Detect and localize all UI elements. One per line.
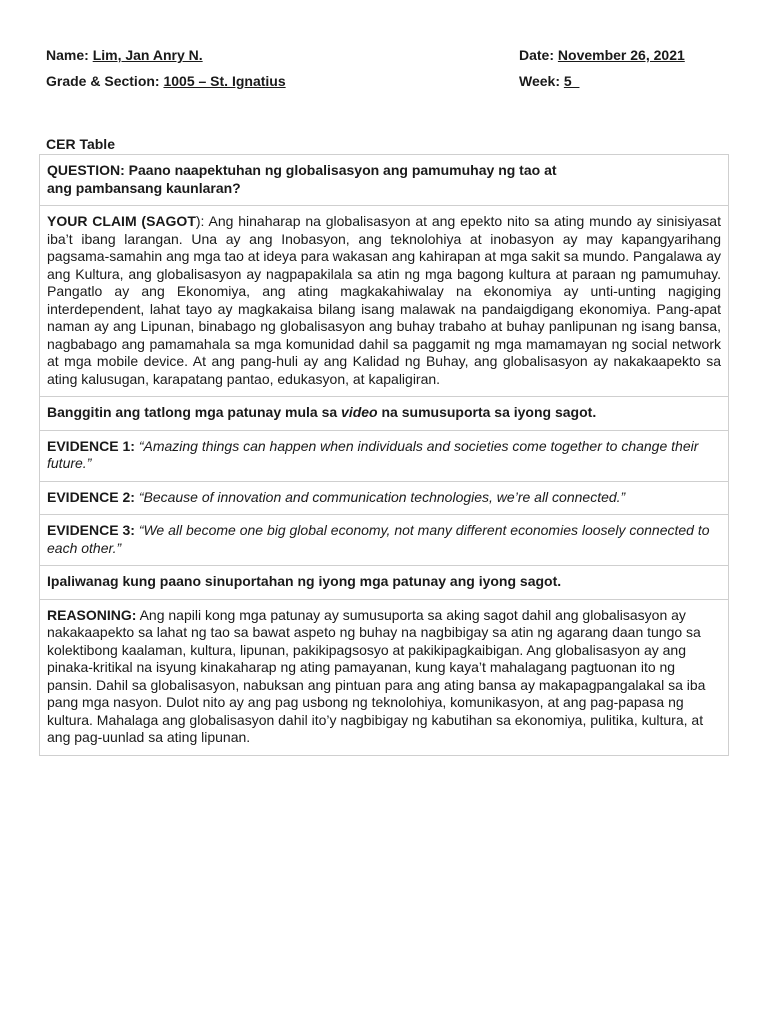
evidence-3-quote: “We all become one big global economy, not many different economies loosely connected to each other.”: [47, 522, 710, 556]
question-row: [40, 155, 729, 206]
evidence-2-quote: “Because of innovation and communication technologies, we’re all connected.”: [138, 488, 626, 505]
grade-value: 1005 – St. Ignatius: [163, 73, 286, 89]
evidence-prompt-after: na sumusuporta sa iyong sagot.: [377, 404, 597, 420]
evidence-prompt-row: [40, 397, 729, 431]
evidence-2-row: [40, 481, 729, 515]
reasoning-row: [40, 599, 729, 755]
date-label: Date:: [519, 47, 558, 63]
question-cell: [40, 155, 729, 206]
question-text-line1: Paano naapektuhan ng globalisasyon ang pamumuhay ng tao at: [124, 162, 557, 178]
grade-label: Grade & Section:: [46, 73, 164, 89]
claim-row: [40, 206, 729, 397]
claim-text: ): Ang hinaharap na globalisasyon at ang epekto nito sa ating mundo ay sinisiyasat iba’t ibang larangan. Una ay ang Inobasyon, ang teknolohiya at inobasyon ay may kapangyarihang pagsama-samahin ang mga tao at ideya para wakasan ang kahirapan at mga sakit sa mundo. Pangalawa ay ang Kultura, ang globalisasyon ay nagpapakilala sa atin ng mga bagong kultura at paraan ng pamumuhay. Pangatlo ay ang Ekonomiya, ang ating magkakahiwalay na ekonomiya ay unti-unting nagiging interdependent, lahat tayo ay magkakaisa bilang isang malawak na pandaigdigang ekonomiya. Pang-apat naman ay ang Lipunan, binabago ng globalisasyon ang buhay trabaho at buhay panlipunan ng isang bansa, nagbabago ang pamamahala sa mga komunidad dahil sa paggamit ng mga mamamayan ng social network at mga mobile device. At ang pang-huli ay ang Kalidad ng Buhay, ang globalisasyon ay nakakaapekto sa ating kalusugan, karapatang pantao, edukasyon, at kapaligiran.: [47, 213, 721, 387]
reasoning-text: Ang napili kong mga patunay ay sumusuporta sa aking sagot dahil ang globalisasyon ay nakakaapekto sa lahat ng tao sa bawat aspeto ng buhay na nagbibigay sa atin ng agarang daan tungo sa kolektibong kaalaman, kultura, lipunan, pakikipagsosyo at pakikipagkaibigan. Ang globalisasyon ay ang pinaka-kritikal na isyung kinakaharap ng ating pamayanan, kung kaya’t mahalagang pagtuonan ito ng pansin. Dahil sa globalisasyon, nabuksan ang pintuan para ang ating bansa ay makapagpangalakal sa iba pang mga nasyon. Dulot nito ay ang pag usbong ng teknolohiya, komunikasyon, at ang pag-papasa ng kultura. Mahalaga ang globalisasyon dahil ito’y nagbibigay ng kabutihan sa ekonomiya, pulitika, kultura, at ang pag-uunlad sa ating lipunan.: [47, 606, 706, 745]
evidence-prompt-before: Banggitin ang tatlong mga patunay mula sa: [47, 404, 342, 420]
evidence-prompt-video: video: [341, 404, 378, 420]
reasoning-cell: [40, 599, 729, 755]
claim-cell: [40, 206, 729, 397]
evidence-prompt-cell: [40, 397, 729, 431]
week-value: 5: [563, 73, 580, 89]
evidence-2-cell: [40, 481, 729, 515]
evidence-1-row: [40, 430, 729, 481]
name-field: [46, 47, 203, 63]
evidence-3-row: [40, 515, 729, 566]
evidence-1-cell: [40, 430, 729, 481]
evidence-3-cell: [40, 515, 729, 566]
reasoning-prompt-cell: Ipaliwanag kung paano sinuportahan ng iyong mga patunay ang iyong sagot.: [40, 566, 729, 600]
week-label: Week:: [519, 73, 564, 89]
evidence-2-label: EVIDENCE 2:: [47, 488, 139, 505]
date-field: [519, 47, 685, 63]
date-value: November 26, 2021: [557, 47, 685, 63]
name-value: Lim, Jan Anry N.: [92, 47, 203, 63]
reasoning-prompt-row: [40, 566, 729, 600]
reasoning-label: REASONING:: [47, 606, 137, 623]
claim-label: YOUR CLAIM (SAGOT: [47, 213, 196, 229]
evidence-1-quote: “Amazing things can happen when individuals and societies come together to change their future.”: [47, 437, 699, 471]
evidence-1-label: EVIDENCE 1:: [47, 437, 139, 454]
question-text-line2: ang pambansang kaunlaran?: [47, 179, 241, 196]
cer-table: [39, 154, 729, 756]
evidence-3-label: EVIDENCE 3:: [47, 522, 139, 538]
question-label: QUESTION:: [47, 162, 125, 178]
week-field: [519, 73, 579, 89]
cer-table-title: CER Table: [46, 136, 115, 152]
grade-section-field: [46, 73, 286, 89]
name-label: Name:: [46, 47, 93, 63]
